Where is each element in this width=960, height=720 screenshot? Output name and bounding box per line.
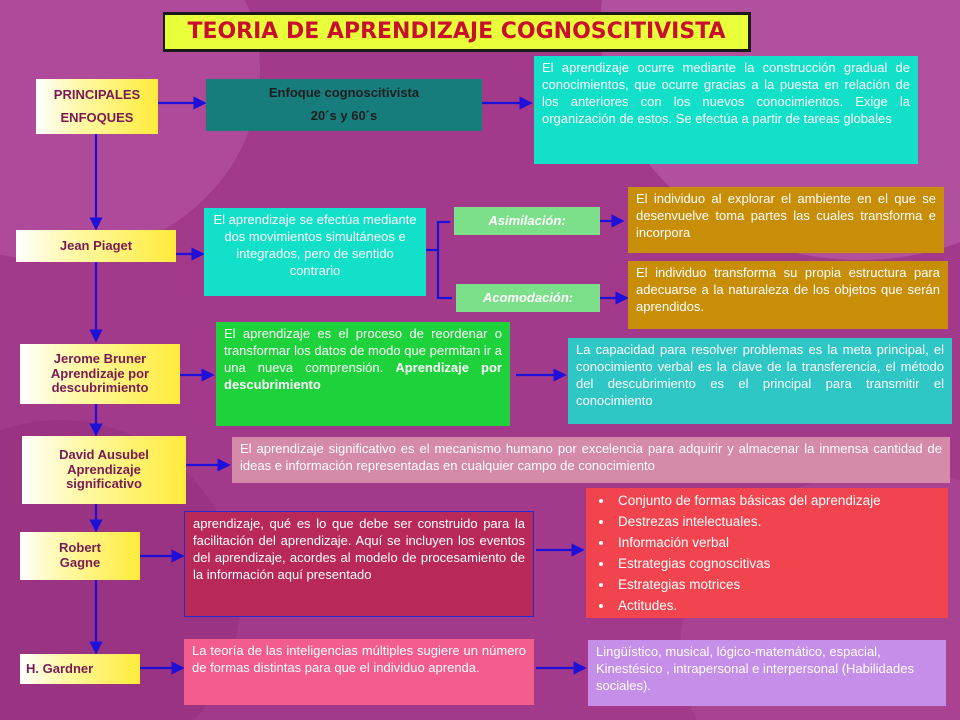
gardner-description: La teoría de las inteligencias múltiples sugiere un número de formas distintas para que el individuo aprenda. (184, 639, 534, 705)
gagne-list (586, 488, 948, 616)
jerome-bruner-box (20, 344, 180, 404)
arrow-piaget-bracket-lower (438, 250, 452, 298)
acomodacion-box (456, 284, 600, 312)
list-item: • Actitudes. (614, 595, 940, 616)
enfoque-description: El aprendizaje ocurre mediante la construcción gradual de conocimientos, que ocurre gracias a la puesta en relación de los anteriores con los nuevos conocimientos. Exige la organización de estos. Se efectúa a partir de tareas globales (534, 56, 918, 164)
h-gardner-label: H. Gardner (26, 660, 94, 676)
bruner-subtitle: Aprendizaje por descubrimiento (50, 365, 150, 396)
gardner-description-2: Lingüístico, musical, lógico-matemático, espacial, Kinestésico , intrapersonal e interpersonal (Habilidades sociales). (588, 640, 946, 706)
h-gardner-box (20, 654, 140, 684)
enfoque-box (206, 79, 482, 131)
piaget-description: El aprendizaje se efectúa mediante dos movimientos simultáneos e integrados, pero de sentido contrario (204, 208, 426, 296)
principales-enfoques-box (36, 79, 158, 134)
list-item: • Conjunto de formas básicas del aprendizaje (614, 490, 940, 511)
ausubel-description: El aprendizaje significativo es el mecanismo humano por excelencia para adquirir y almacenar la inmensa cantidad de ideas e información representadas en cualquier campo de conocimiento (232, 437, 950, 483)
robert-label: Robert (59, 540, 101, 556)
jean-piaget-label: Jean Piaget (59, 237, 133, 253)
list-item: • Estrategias motrices (614, 574, 940, 595)
slide-title-text: TEORIA DE APRENDIZAJE COGNOSCITIVISTA (187, 19, 726, 44)
asimilacion-label: Asimilación: (488, 213, 566, 228)
robert-gagne-box (20, 532, 140, 580)
jean-piaget-box (16, 230, 176, 262)
enfoques-label: ENFOQUES (60, 109, 134, 125)
gagne-list-box (586, 488, 948, 618)
bruner-description (216, 322, 510, 426)
arrow-piaget-bracket (426, 222, 450, 250)
jerome-bruner-label: Jerome Bruner (53, 350, 147, 366)
acomodacion-label: Acomodación: (482, 290, 574, 305)
bruner-description-text: El aprendizaje es el proceso de reordenar o transformar los datos de modo que permitan ir a una nueva comprensión. (224, 326, 502, 375)
asimilacion-description: El individuo al explorar el ambiente en el que se desenvuelve toma partes las cuales transforma e incorpora (628, 187, 944, 253)
gagne-label: Gagne (59, 555, 101, 570)
list-item: • Destrezas intelectuales. (614, 511, 940, 532)
david-ausubel-label: David Ausubel (59, 446, 149, 462)
ausubel-subtitle-1: Aprendizaje (67, 461, 141, 477)
asimilacion-box (454, 207, 600, 235)
list-item: • Información verbal (614, 532, 940, 553)
david-ausubel-box (22, 436, 186, 504)
ausubel-subtitle-2: significativo (66, 476, 142, 492)
acomodacion-description: El individuo transforma su propia estructura para adecuarse a la naturaleza de los objetos que serán aprendidos. (628, 261, 948, 329)
principales-label: PRINCIPALES (53, 87, 141, 103)
bruner-description-bold: Aprendizaje por descubrimiento (224, 359, 502, 392)
enfoque-label: Enfoque cognoscitivista (268, 85, 420, 101)
bruner-description-2: La capacidad para resolver problemas es la meta principal, el conocimiento verbal es la clave de la transferencia, el método del descubrimiento es el principal para transmitir el conocimiento (568, 338, 952, 424)
list-item: • Estrategias cognoscitivas (614, 553, 940, 574)
enfoque-years: 20´s y 60´s (310, 108, 378, 123)
slide-title (163, 12, 751, 52)
gagne-description: aprendizaje, qué es lo que debe ser construido para la facilitación del aprendizaje. Aquí se incluyen los eventos del aprendizaje, acordes al modelo de procesamiento de la información aquí presentado (184, 511, 534, 617)
